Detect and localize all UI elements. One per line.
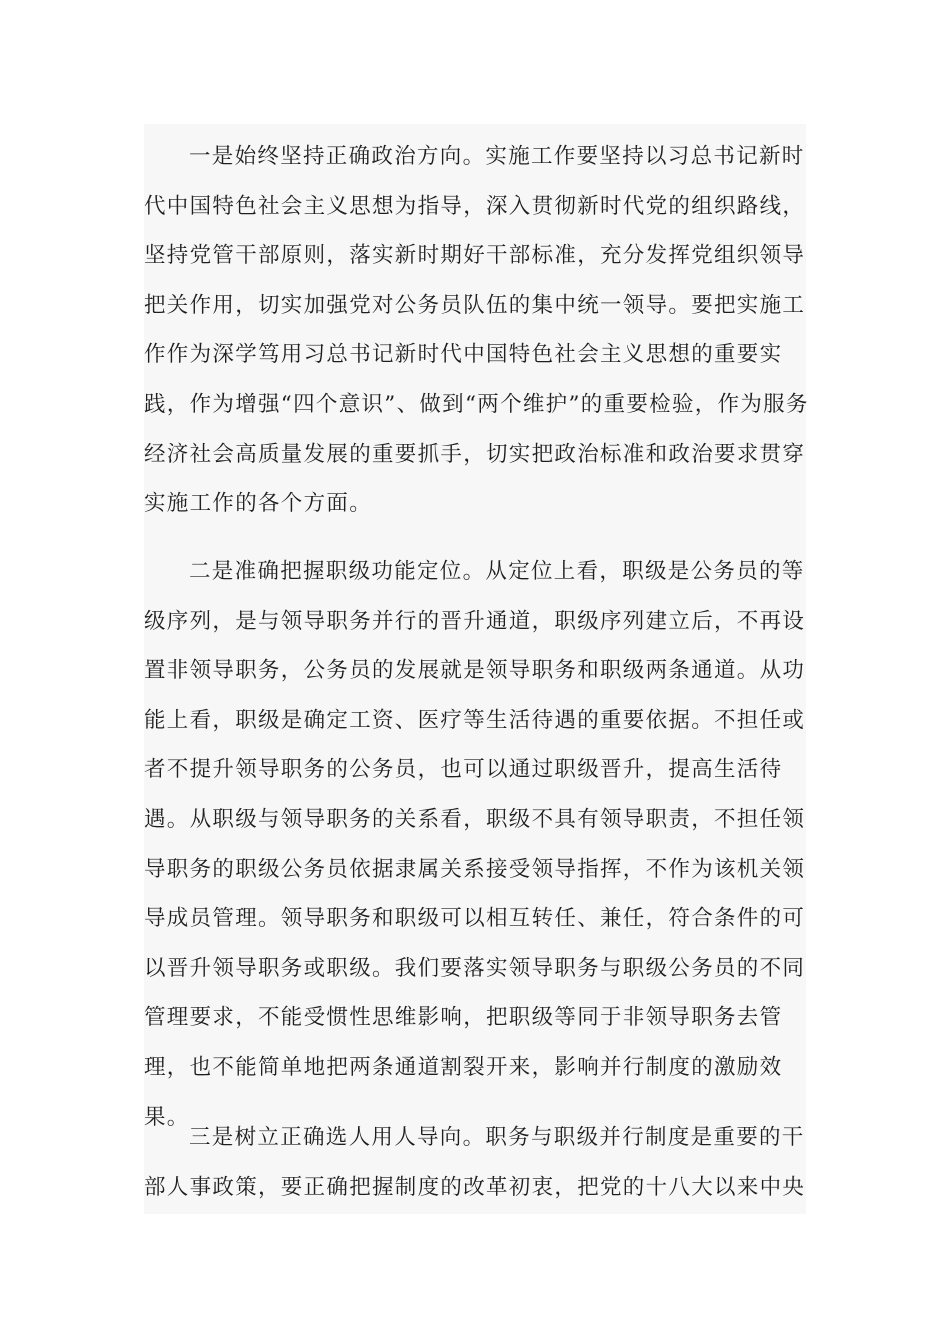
paragraph-3: 三是树立正确选人用人导向。职务与职级并行制度是重要的干部人事政策，要正确把握制度的改革初衷，把党的十八大以来中央 [144,1125,806,1200]
paragraph-2: 二是准确把握职级功能定位。从定位上看，职级是公务员的等级序列，是与领导职务并行的晋升通道，职级序列建立后，不再设置非领导职务，公务员的发展就是领导职务和职级两条通道。从功能上看，职级是确定工资、医疗等生活待遇的重要依据。不担任或者不提升领导职务的公务员，也可以通过职级晋升，提高生活待遇。从职级与领导职务的关系看，职级不具有领导职责，不担任领导职务的职级公务员依据隶属关系接受领导指挥，不作为该机关领导成员管理。领导职务和职级可以相互转任、兼任，符合条件的可以晋升领导职务或职级。我们要落实领导职务与职级公务员的不同管理要求，不能受惯性思维影响，把职级等同于非领导职务去管理，也不能简单地把两条通道割裂开来，影响并行制度的激励效果。 [144,559,806,1130]
paragraph-1: 一是始终坚持正确政治方向。实施工作要坚持以习总书记新时代中国特色社会主义思想为指导，深入贯彻新时代党的组织路线，坚持党管干部原则，落实新时期好干部标准，充分发挥党组织领导把关作用，切实加强党对公务员队伍的集中统一领导。要把实施工作作为深学笃用习总书记新时代中国特色社会主义思想的重要实践，作为增强“四个意识”、做到“两个维护”的重要检验，作为服务经济社会高质量发展的重要抓手，切实把政治标准和政治要求贯穿实施工作的各个方面。 [144,144,809,517]
document-body [144,124,809,1214]
